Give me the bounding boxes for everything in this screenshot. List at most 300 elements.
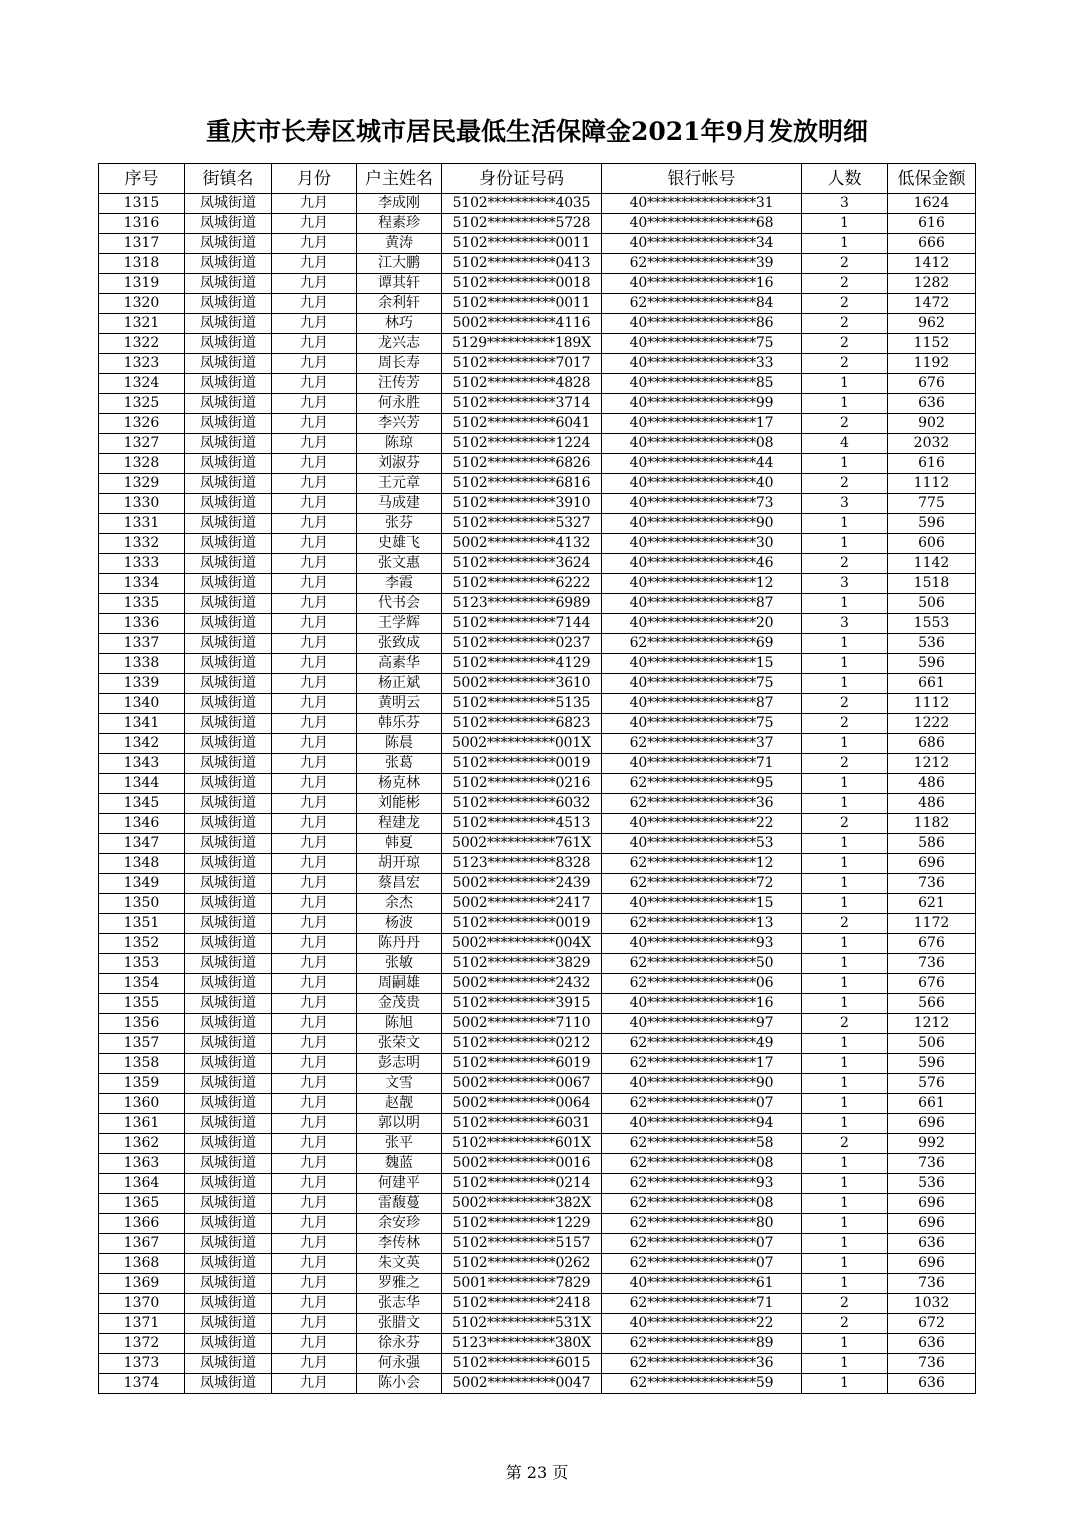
cell-street: 凤城街道 <box>185 714 272 734</box>
cell-amount: 1212 <box>888 754 976 774</box>
cell-street: 凤城街道 <box>185 614 272 634</box>
cell-month: 九月 <box>272 1334 357 1354</box>
cell-householder: 代书会 <box>357 594 442 614</box>
cell-index: 1349 <box>99 874 185 894</box>
cell-index: 1332 <box>99 534 185 554</box>
cell-month: 九月 <box>272 514 357 534</box>
cell-index: 1323 <box>99 354 185 374</box>
cell-month: 九月 <box>272 694 357 714</box>
cell-month: 九月 <box>272 1014 357 1034</box>
cell-amount: 686 <box>888 734 976 754</box>
cell-people-count: 1 <box>802 674 888 694</box>
cell-bank-account: 40****************34 <box>602 234 802 254</box>
cell-householder: 胡开琼 <box>357 854 442 874</box>
cell-index: 1365 <box>99 1194 185 1214</box>
cell-month: 九月 <box>272 674 357 694</box>
cell-index: 1343 <box>99 754 185 774</box>
cell-people-count: 2 <box>802 294 888 314</box>
table-row <box>99 514 976 534</box>
table-row <box>99 234 976 254</box>
cell-month: 九月 <box>272 274 357 294</box>
cell-householder: 何建平 <box>357 1174 442 1194</box>
cell-amount: 1142 <box>888 554 976 574</box>
cell-street: 凤城街道 <box>185 654 272 674</box>
cell-bank-account: 40****************73 <box>602 494 802 514</box>
cell-bank-account: 62****************72 <box>602 874 802 894</box>
cell-index: 1331 <box>99 514 185 534</box>
cell-index: 1328 <box>99 454 185 474</box>
table-row <box>99 1054 976 1074</box>
cell-index: 1357 <box>99 1034 185 1054</box>
cell-index: 1356 <box>99 1014 185 1034</box>
table-row <box>99 574 976 594</box>
table-row <box>99 194 976 214</box>
cell-id-number: 5102**********6826 <box>442 454 602 474</box>
table-row <box>99 414 976 434</box>
cell-month: 九月 <box>272 1314 357 1334</box>
cell-month: 九月 <box>272 974 357 994</box>
cell-amount: 606 <box>888 534 976 554</box>
cell-bank-account: 40****************33 <box>602 354 802 374</box>
table-row <box>99 874 976 894</box>
cell-bank-account: 40****************61 <box>602 1274 802 1294</box>
cell-street: 凤城街道 <box>185 234 272 254</box>
cell-householder: 雷馥蔓 <box>357 1194 442 1214</box>
cell-index: 1333 <box>99 554 185 574</box>
cell-householder: 罗雅之 <box>357 1274 442 1294</box>
cell-people-count: 1 <box>802 1154 888 1174</box>
cell-amount: 616 <box>888 454 976 474</box>
cell-householder: 韩乐芬 <box>357 714 442 734</box>
table-row <box>99 994 976 1014</box>
cell-id-number: 5102**********0019 <box>442 754 602 774</box>
cell-index: 1315 <box>99 194 185 214</box>
cell-index: 1319 <box>99 274 185 294</box>
cell-bank-account: 40****************71 <box>602 754 802 774</box>
cell-index: 1324 <box>99 374 185 394</box>
cell-index: 1350 <box>99 894 185 914</box>
cell-index: 1338 <box>99 654 185 674</box>
header-amount: 低保金额 <box>888 164 976 194</box>
cell-amount: 486 <box>888 794 976 814</box>
cell-month: 九月 <box>272 1234 357 1254</box>
cell-month: 九月 <box>272 1294 357 1314</box>
cell-id-number: 5102**********5157 <box>442 1234 602 1254</box>
cell-month: 九月 <box>272 474 357 494</box>
table-row <box>99 794 976 814</box>
table-row <box>99 334 976 354</box>
cell-street: 凤城街道 <box>185 1014 272 1034</box>
cell-householder: 魏蓝 <box>357 1154 442 1174</box>
cell-bank-account: 40****************75 <box>602 714 802 734</box>
cell-householder: 李兴芳 <box>357 414 442 434</box>
cell-people-count: 1 <box>802 894 888 914</box>
cell-street: 凤城街道 <box>185 474 272 494</box>
cell-month: 九月 <box>272 574 357 594</box>
cell-id-number: 5002**********761X <box>442 834 602 854</box>
table-row <box>99 934 976 954</box>
cell-people-count: 3 <box>802 614 888 634</box>
cell-month: 九月 <box>272 774 357 794</box>
cell-amount: 962 <box>888 314 976 334</box>
cell-street: 凤城街道 <box>185 454 272 474</box>
cell-people-count: 2 <box>802 1314 888 1334</box>
cell-amount: 736 <box>888 1154 976 1174</box>
cell-bank-account: 62****************39 <box>602 254 802 274</box>
cell-people-count: 2 <box>802 314 888 334</box>
cell-street: 凤城街道 <box>185 774 272 794</box>
cell-index: 1341 <box>99 714 185 734</box>
cell-index: 1340 <box>99 694 185 714</box>
cell-id-number: 5102**********0214 <box>442 1174 602 1194</box>
cell-amount: 696 <box>888 1254 976 1274</box>
cell-bank-account: 40****************87 <box>602 694 802 714</box>
cell-bank-account: 40****************08 <box>602 434 802 454</box>
cell-people-count: 1 <box>802 454 888 474</box>
cell-householder: 周嗣雄 <box>357 974 442 994</box>
cell-street: 凤城街道 <box>185 1254 272 1274</box>
cell-people-count: 1 <box>802 734 888 754</box>
table-row <box>99 1134 976 1154</box>
cell-householder: 杨波 <box>357 914 442 934</box>
header-people-count: 人数 <box>802 164 888 194</box>
table-row <box>99 834 976 854</box>
cell-amount: 636 <box>888 1374 976 1394</box>
cell-street: 凤城街道 <box>185 354 272 374</box>
cell-amount: 536 <box>888 634 976 654</box>
header-id-number: 身份证号码 <box>442 164 602 194</box>
cell-month: 九月 <box>272 1054 357 1074</box>
cell-index: 1351 <box>99 914 185 934</box>
cell-id-number: 5102**********6031 <box>442 1114 602 1134</box>
cell-street: 凤城街道 <box>185 1354 272 1374</box>
cell-month: 九月 <box>272 1274 357 1294</box>
cell-street: 凤城街道 <box>185 1174 272 1194</box>
cell-bank-account: 62****************49 <box>602 1034 802 1054</box>
cell-index: 1368 <box>99 1254 185 1274</box>
table-row <box>99 294 976 314</box>
table-row <box>99 1334 976 1354</box>
cell-bank-account: 40****************86 <box>602 314 802 334</box>
cell-bank-account: 62****************95 <box>602 774 802 794</box>
cell-people-count: 2 <box>802 714 888 734</box>
cell-amount: 506 <box>888 1034 976 1054</box>
cell-bank-account: 62****************69 <box>602 634 802 654</box>
cell-householder: 陈琼 <box>357 434 442 454</box>
cell-householder: 刘能彬 <box>357 794 442 814</box>
cell-householder: 陈晨 <box>357 734 442 754</box>
cell-people-count: 1 <box>802 1054 888 1074</box>
cell-bank-account: 62****************59 <box>602 1374 802 1394</box>
cell-bank-account: 62****************37 <box>602 734 802 754</box>
table-row <box>99 354 976 374</box>
table-row <box>99 1114 976 1134</box>
cell-street: 凤城街道 <box>185 394 272 414</box>
cell-month: 九月 <box>272 454 357 474</box>
cell-id-number: 5002**********0016 <box>442 1154 602 1174</box>
cell-index: 1330 <box>99 494 185 514</box>
cell-bank-account: 62****************13 <box>602 914 802 934</box>
cell-amount: 696 <box>888 854 976 874</box>
cell-street: 凤城街道 <box>185 294 272 314</box>
cell-bank-account: 40****************40 <box>602 474 802 494</box>
cell-people-count: 1 <box>802 634 888 654</box>
cell-bank-account: 62****************84 <box>602 294 802 314</box>
cell-people-count: 1 <box>802 934 888 954</box>
cell-index: 1334 <box>99 574 185 594</box>
cell-street: 凤城街道 <box>185 1134 272 1154</box>
cell-month: 九月 <box>272 814 357 834</box>
cell-id-number: 5102**********1229 <box>442 1214 602 1234</box>
table-row <box>99 594 976 614</box>
cell-month: 九月 <box>272 414 357 434</box>
header-month: 月份 <box>272 164 357 194</box>
cell-householder: 周长寿 <box>357 354 442 374</box>
cell-people-count: 1 <box>802 1174 888 1194</box>
cell-index: 1345 <box>99 794 185 814</box>
cell-bank-account: 40****************99 <box>602 394 802 414</box>
cell-people-count: 3 <box>802 574 888 594</box>
cell-id-number: 5102**********7144 <box>442 614 602 634</box>
cell-bank-account: 40****************16 <box>602 994 802 1014</box>
cell-index: 1325 <box>99 394 185 414</box>
table-header-row <box>99 164 976 194</box>
table-row <box>99 774 976 794</box>
cell-amount: 1212 <box>888 1014 976 1034</box>
cell-amount: 1412 <box>888 254 976 274</box>
cell-amount: 621 <box>888 894 976 914</box>
cell-householder: 林巧 <box>357 314 442 334</box>
cell-people-count: 2 <box>802 1134 888 1154</box>
cell-amount: 1282 <box>888 274 976 294</box>
cell-index: 1344 <box>99 774 185 794</box>
cell-amount: 1182 <box>888 814 976 834</box>
cell-id-number: 5102**********4129 <box>442 654 602 674</box>
cell-id-number: 5102**********6019 <box>442 1054 602 1074</box>
cell-people-count: 2 <box>802 274 888 294</box>
cell-householder: 余安珍 <box>357 1214 442 1234</box>
cell-street: 凤城街道 <box>185 514 272 534</box>
cell-people-count: 1 <box>802 1234 888 1254</box>
cell-bank-account: 62****************07 <box>602 1094 802 1114</box>
cell-index: 1322 <box>99 334 185 354</box>
cell-people-count: 2 <box>802 754 888 774</box>
table-row <box>99 814 976 834</box>
cell-people-count: 1 <box>802 834 888 854</box>
cell-street: 凤城街道 <box>185 274 272 294</box>
cell-id-number: 5102**********1224 <box>442 434 602 454</box>
cell-id-number: 5102**********0212 <box>442 1034 602 1054</box>
table-row <box>99 614 976 634</box>
cell-bank-account: 40****************44 <box>602 454 802 474</box>
cell-amount: 696 <box>888 1114 976 1134</box>
cell-amount: 1518 <box>888 574 976 594</box>
cell-bank-account: 40****************90 <box>602 514 802 534</box>
cell-householder: 徐永芬 <box>357 1334 442 1354</box>
cell-householder: 朱文英 <box>357 1254 442 1274</box>
cell-amount: 576 <box>888 1074 976 1094</box>
cell-amount: 636 <box>888 1234 976 1254</box>
cell-people-count: 3 <box>802 194 888 214</box>
cell-id-number: 5123**********8328 <box>442 854 602 874</box>
cell-amount: 696 <box>888 1194 976 1214</box>
cell-index: 1360 <box>99 1094 185 1114</box>
cell-amount: 736 <box>888 1274 976 1294</box>
cell-index: 1342 <box>99 734 185 754</box>
cell-id-number: 5102**********6823 <box>442 714 602 734</box>
cell-month: 九月 <box>272 834 357 854</box>
cell-month: 九月 <box>272 914 357 934</box>
cell-people-count: 2 <box>802 1294 888 1314</box>
cell-id-number: 5129**********189X <box>442 334 602 354</box>
cell-amount: 536 <box>888 1174 976 1194</box>
cell-street: 凤城街道 <box>185 854 272 874</box>
cell-month: 九月 <box>272 714 357 734</box>
cell-householder: 张荣文 <box>357 1034 442 1054</box>
cell-index: 1373 <box>99 1354 185 1374</box>
cell-month: 九月 <box>272 334 357 354</box>
cell-people-count: 1 <box>802 1254 888 1274</box>
table-row <box>99 654 976 674</box>
cell-bank-account: 62****************07 <box>602 1254 802 1274</box>
cell-index: 1348 <box>99 854 185 874</box>
cell-month: 九月 <box>272 314 357 334</box>
cell-bank-account: 40****************15 <box>602 894 802 914</box>
page-number: 第 23 页 <box>505 1463 569 1482</box>
cell-index: 1321 <box>99 314 185 334</box>
cell-id-number: 5102**********4035 <box>442 194 602 214</box>
table-row <box>99 1294 976 1314</box>
cell-street: 凤城街道 <box>185 574 272 594</box>
table-row <box>99 1154 976 1174</box>
cell-householder: 黄明云 <box>357 694 442 714</box>
cell-people-count: 1 <box>802 774 888 794</box>
cell-street: 凤城街道 <box>185 934 272 954</box>
cell-amount: 1172 <box>888 914 976 934</box>
cell-people-count: 1 <box>802 994 888 1014</box>
cell-householder: 马成建 <box>357 494 442 514</box>
cell-street: 凤城街道 <box>185 674 272 694</box>
cell-street: 凤城街道 <box>185 534 272 554</box>
cell-id-number: 5102**********3910 <box>442 494 602 514</box>
cell-month: 九月 <box>272 1254 357 1274</box>
cell-householder: 汪传芳 <box>357 374 442 394</box>
cell-people-count: 1 <box>802 954 888 974</box>
cell-id-number: 5102**********6222 <box>442 574 602 594</box>
cell-id-number: 5102**********3829 <box>442 954 602 974</box>
cell-bank-account: 62****************36 <box>602 1354 802 1374</box>
table-row <box>99 1074 976 1094</box>
cell-people-count: 1 <box>802 214 888 234</box>
cell-people-count: 1 <box>802 234 888 254</box>
table-row <box>99 754 976 774</box>
cell-amount: 596 <box>888 654 976 674</box>
cell-householder: 余杰 <box>357 894 442 914</box>
cell-householder: 赵靓 <box>357 1094 442 1114</box>
cell-index: 1337 <box>99 634 185 654</box>
cell-householder: 龙兴志 <box>357 334 442 354</box>
cell-people-count: 1 <box>802 534 888 554</box>
cell-amount: 661 <box>888 1094 976 1114</box>
cell-people-count: 1 <box>802 1074 888 1094</box>
cell-index: 1320 <box>99 294 185 314</box>
cell-id-number: 5102**********6041 <box>442 414 602 434</box>
cell-month: 九月 <box>272 874 357 894</box>
cell-people-count: 1 <box>802 1334 888 1354</box>
cell-street: 凤城街道 <box>185 314 272 334</box>
cell-street: 凤城街道 <box>185 214 272 234</box>
cell-id-number: 5002**********0067 <box>442 1074 602 1094</box>
cell-index: 1361 <box>99 1114 185 1134</box>
cell-id-number: 5102**********6816 <box>442 474 602 494</box>
cell-index: 1354 <box>99 974 185 994</box>
cell-index: 1371 <box>99 1314 185 1334</box>
cell-bank-account: 40****************17 <box>602 414 802 434</box>
cell-street: 凤城街道 <box>185 754 272 774</box>
cell-people-count: 1 <box>802 854 888 874</box>
cell-householder: 高素华 <box>357 654 442 674</box>
cell-householder: 陈丹丹 <box>357 934 442 954</box>
cell-householder: 张腊文 <box>357 1314 442 1334</box>
cell-id-number: 5002**********2417 <box>442 894 602 914</box>
table-row <box>99 1194 976 1214</box>
cell-month: 九月 <box>272 594 357 614</box>
cell-amount: 736 <box>888 954 976 974</box>
cell-id-number: 5102**********5728 <box>442 214 602 234</box>
cell-householder: 刘淑芬 <box>357 454 442 474</box>
cell-people-count: 4 <box>802 434 888 454</box>
cell-index: 1335 <box>99 594 185 614</box>
cell-amount: 566 <box>888 994 976 1014</box>
cell-amount: 775 <box>888 494 976 514</box>
cell-bank-account: 40****************85 <box>602 374 802 394</box>
cell-id-number: 5002**********4132 <box>442 534 602 554</box>
cell-id-number: 5102**********3915 <box>442 994 602 1014</box>
cell-id-number: 5123**********380X <box>442 1334 602 1354</box>
cell-bank-account: 40****************12 <box>602 574 802 594</box>
cell-id-number: 5002**********2432 <box>442 974 602 994</box>
cell-people-count: 1 <box>802 514 888 534</box>
cell-month: 九月 <box>272 254 357 274</box>
cell-bank-account: 40****************93 <box>602 934 802 954</box>
cell-index: 1367 <box>99 1234 185 1254</box>
cell-people-count: 1 <box>802 654 888 674</box>
cell-id-number: 5102**********0019 <box>442 914 602 934</box>
cell-householder: 黄涛 <box>357 234 442 254</box>
cell-householder: 张敏 <box>357 954 442 974</box>
cell-street: 凤城街道 <box>185 814 272 834</box>
table-row <box>99 494 976 514</box>
cell-people-count: 3 <box>802 494 888 514</box>
cell-amount: 736 <box>888 874 976 894</box>
cell-street: 凤城街道 <box>185 254 272 274</box>
cell-amount: 586 <box>888 834 976 854</box>
table-row <box>99 474 976 494</box>
cell-people-count: 1 <box>802 974 888 994</box>
header-index: 序号 <box>99 164 185 194</box>
cell-amount: 1112 <box>888 474 976 494</box>
cell-people-count: 1 <box>802 1034 888 1054</box>
cell-householder: 张文惠 <box>357 554 442 574</box>
table-row <box>99 1014 976 1034</box>
cell-amount: 1553 <box>888 614 976 634</box>
header-bank-account: 银行帐号 <box>602 164 802 194</box>
cell-bank-account: 62****************58 <box>602 1134 802 1154</box>
cell-street: 凤城街道 <box>185 834 272 854</box>
cell-street: 凤城街道 <box>185 594 272 614</box>
cell-street: 凤城街道 <box>185 1154 272 1174</box>
cell-id-number: 5102**********0413 <box>442 254 602 274</box>
